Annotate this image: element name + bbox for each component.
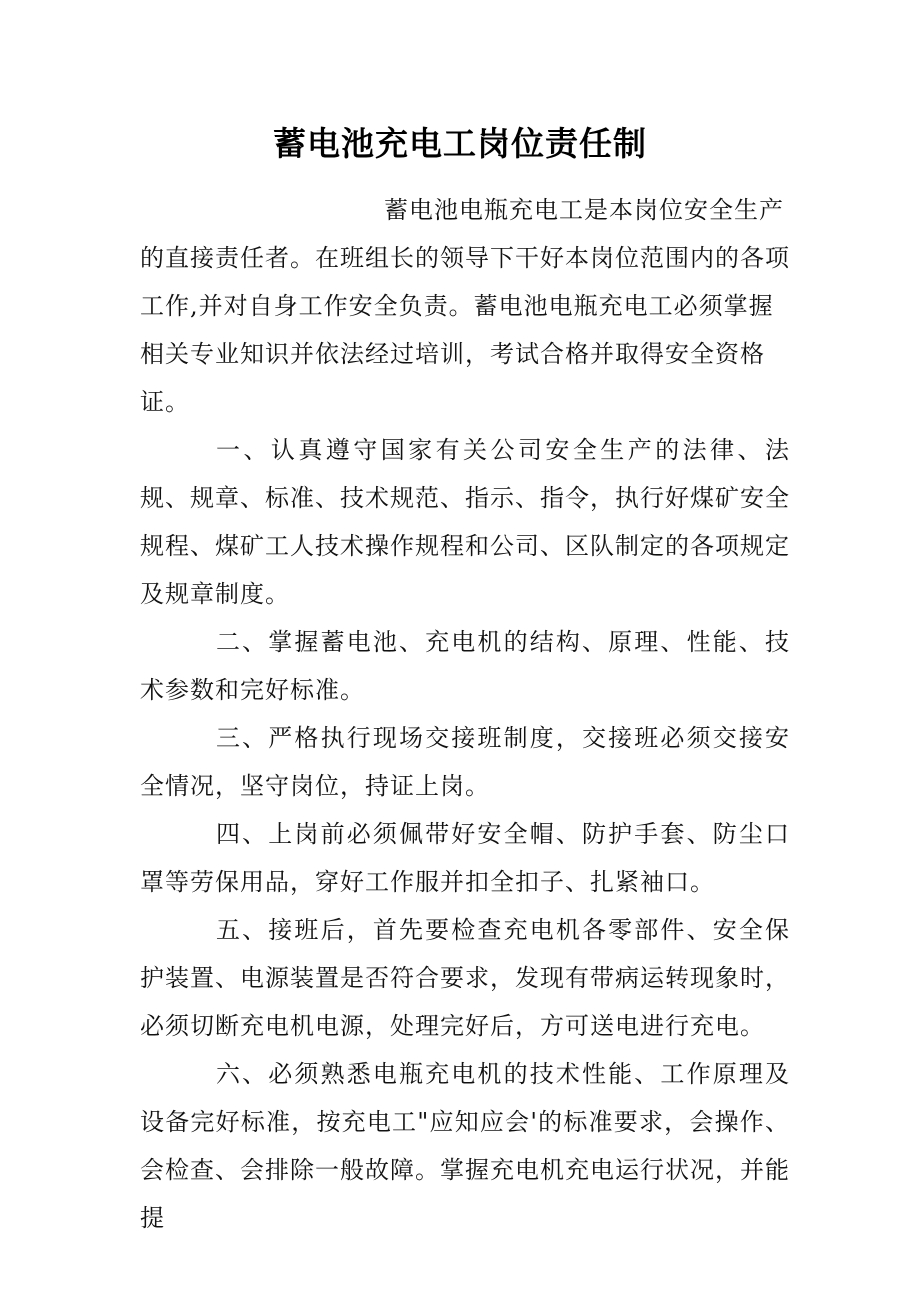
intro-paragraph: 蓄电池电瓶充电工是本岗位安全生产的直接责任者。在班组长的领导下干好本岗位范围内的各项工作,并对自身工作安全负责。蓄电池电瓶充电工必须掌握相关专业知识并依法经过培训，考试合格并取得安全资格证。	[140, 196, 790, 416]
clause-paragraph-3: 三、严格执行现场交接班制度，交接班必须交接安全情况，坚守岗位，持证上岗。	[140, 724, 790, 800]
clause-paragraph-5: 五、接班后，首先要检查充电机各零部件、安全保护装置、电源装置是否符合要求，发现有带病运转现象时，必须切断充电机电源，处理完好后，方可送电进行充电。	[140, 916, 790, 1040]
clause-paragraph-4: 四、上岗前必须佩带好安全帽、防护手套、防尘口罩等劳保用品，穿好工作服并扣全扣子、扎紧袖口。	[140, 820, 790, 896]
clause-paragraph-6: 六、必须熟悉电瓶充电机的技术性能、工作原理及设备完好标准，按充电工"应知应会'的标准要求，会操作、会检查、会排除一般故障。掌握充电机充电运行状况，并能提	[140, 1060, 790, 1232]
clause-paragraph-2: 二、掌握蓄电池、充电机的结构、原理、性能、技术参数和完好标准。	[140, 628, 790, 704]
clause-list	[140, 426, 790, 1242]
clause-paragraph-1: 一、认真遵守国家有关公司安全生产的法律、法规、规章、标准、技术规范、指示、指令，执行好煤矿安全规程、煤矿工人技术操作规程和公司、区队制定的各项规定及规章制度。	[140, 436, 790, 608]
document-title: 蓄电池充电工岗位责任制	[273, 124, 647, 163]
